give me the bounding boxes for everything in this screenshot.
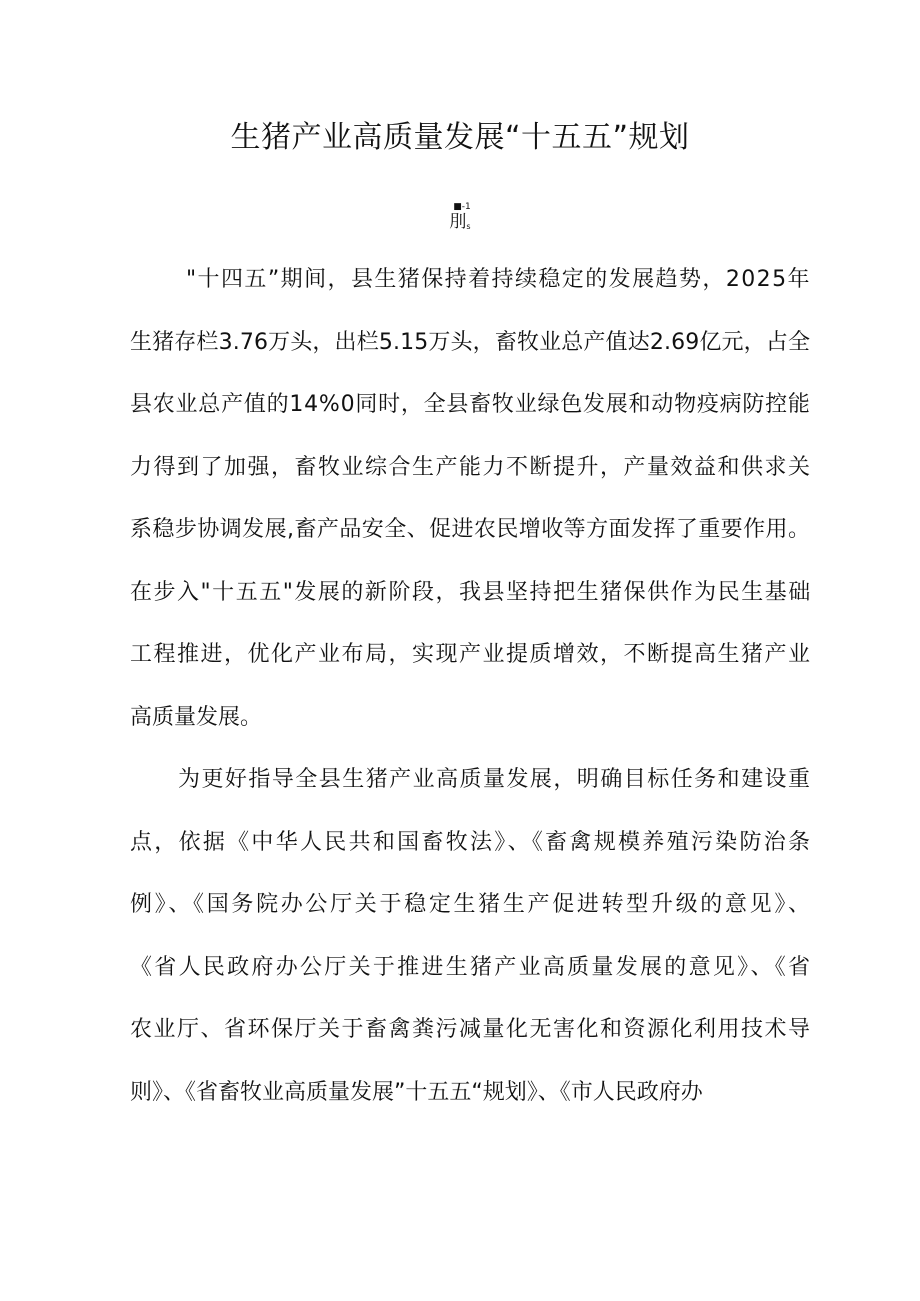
paragraph-line: 生猪存栏3.76万头，出栏5.15万头，畜牧业总产值达2.69亿元，占全 bbox=[130, 329, 811, 355]
paragraph-line: 县农业总产值的14%0同时，全县畜牧业绿色发展和动物疫病防控能 bbox=[130, 392, 811, 417]
paragraph-intro bbox=[130, 249, 810, 749]
paragraph-line: "十四五”期间，县生猪保持着持续稳定的发展趋势，2025年 bbox=[186, 267, 811, 292]
paragraph-line: 《省人民政府办公厅关于推进生猪产业高质量发展的意见》、《省 bbox=[130, 954, 813, 980]
paragraph-line: 工程推进，优化产业布局，实现产业提质增效，不断提高生猪产业 bbox=[130, 642, 812, 667]
preface-heading bbox=[0, 202, 920, 237]
paragraph-line: 力得到了加强，畜牧业综合生产能力不断提升，产量效益和供求关 bbox=[130, 454, 812, 480]
paragraph-line: 在步入"十五五"发展的新阶段，我县坚持把生猪保供作为民生基础 bbox=[130, 579, 812, 605]
paragraph-line: 例》、《国务院办公厅关于稳定生猪生产促进转型升级的意见》、 bbox=[130, 892, 813, 917]
document-title: 生猪产业高质量发展“十五五”规划 bbox=[230, 120, 690, 155]
paragraph-basis bbox=[130, 749, 813, 1124]
preface-glyph: 刖 bbox=[449, 212, 467, 232]
preface-mark: ■-1 bbox=[453, 202, 471, 212]
paragraph-line: 农业厅、省环保厅关于畜禽粪污减量化无害化和资源化利用技术导 bbox=[130, 1017, 812, 1042]
paragraph-line: 则》、《省畜牧业高质量发展”十五五“规划》、《市人民政府办 bbox=[130, 1079, 703, 1105]
preface-sub: s bbox=[466, 222, 471, 231]
paragraph-line: 为更好指导全县生猪产业高质量发展，明确目标任务和建设重 bbox=[178, 767, 812, 792]
paragraph-line: 系稳步协调发展,畜产品安全、促进农民增收等方面发挥了重要作用。 bbox=[130, 517, 811, 542]
paragraph-line: 高质量发展。 bbox=[130, 704, 263, 730]
paragraph-line: 点，依据《中华人民共和国畜牧法》、《畜禽规模养殖污染防治条 bbox=[130, 829, 813, 855]
